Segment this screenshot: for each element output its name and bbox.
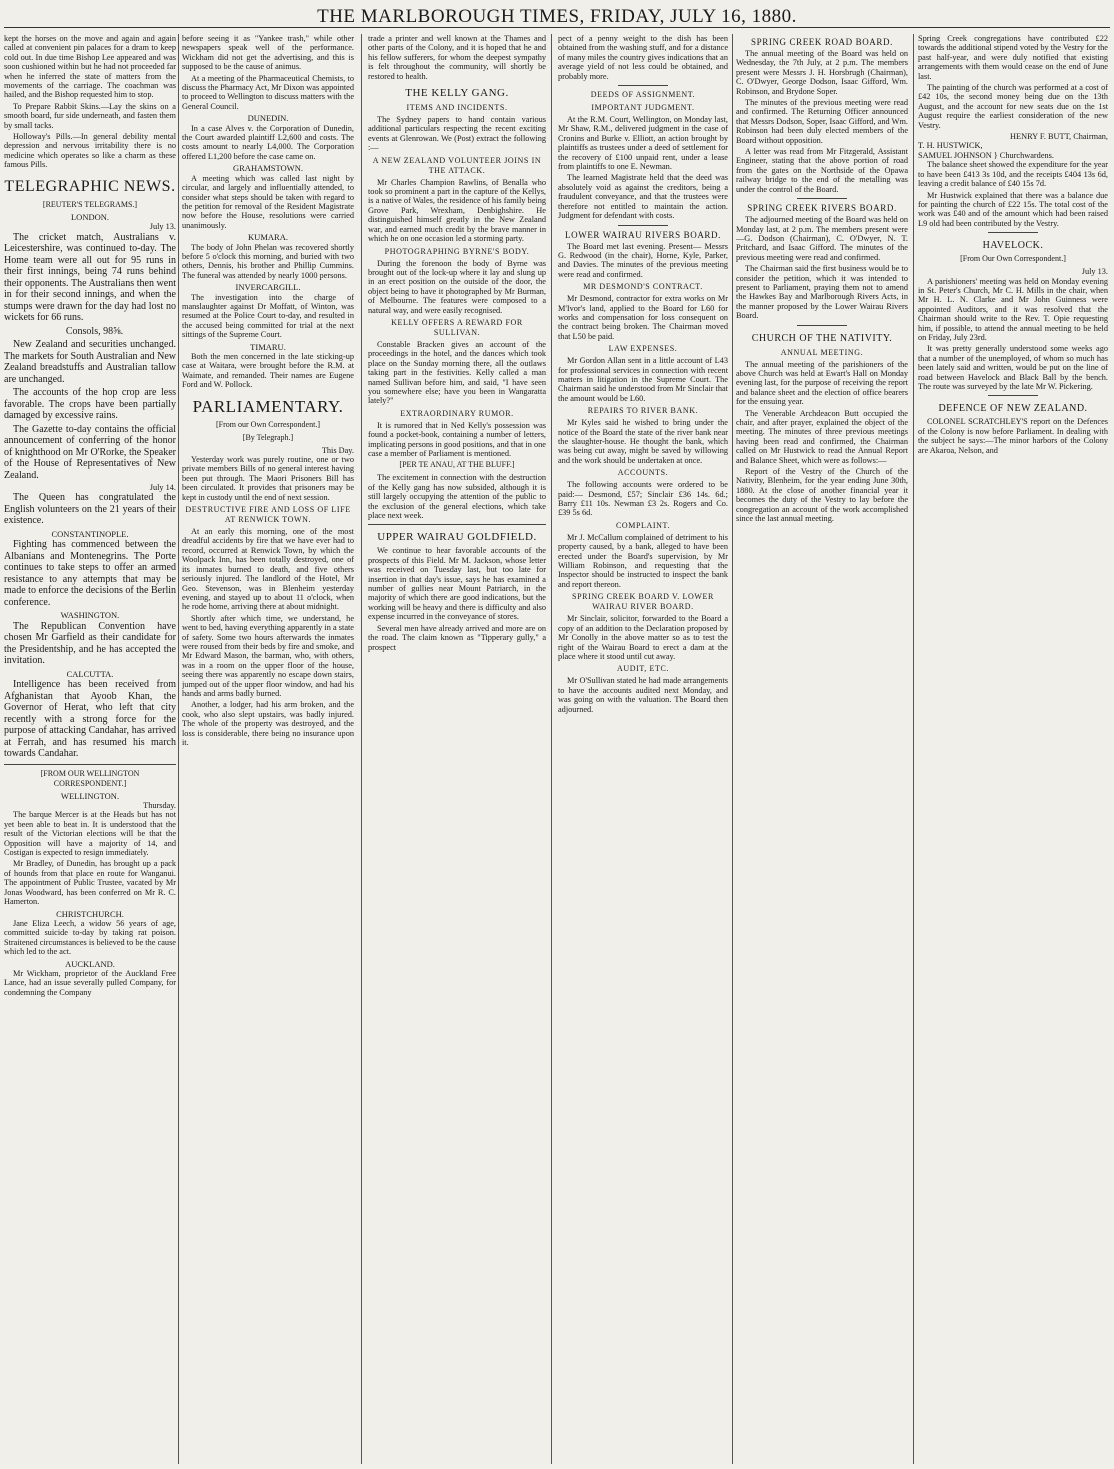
paragraph: Several men have already arrived and more are on the road. The claim known as "Tipperary gully," a prospect (368, 623, 546, 652)
paragraph: It is rumored that in Ned Kelly's possession was found a pocket-book, containing a number of letters, implicating persons in good positions, and that in one case a member of Parliament is mentioned. (368, 420, 546, 458)
paragraph: Mr Charles Champion Rawlins, of Benalla who took so prominent a part in the capture of the Kellys, is a native of Wales, the residence of his family being Grove Park, Wrexham, Denbighshire. He distinguished himself greatly in the New Zealand war, and earned much credit by the brave manner in which he on one occasion led a storming party. (368, 177, 546, 244)
paragraph: A meeting which was called last night by circular, and largely and influentially attended, to consider what steps should be taken with regard to the petition for removal of the Resident Magistrate now before the House, resolutions were carried unanimously. (182, 173, 354, 230)
paragraph: We continue to hear favorable accounts of the prospects of this Field. Mr M. Jackson, whose letter was received on Tuesday last, but too late for insertion in that day's issue, says he has examined a number of gullies near Mount Patriarch, in the majority of which there are good indications, but the working will be heavy and there is difficulty and also expense incurred in the conveyance of stores. (368, 546, 546, 622)
section-subheading: [REUTER'S TELEGRAMS.] (42, 199, 138, 209)
paragraph: New Zealand and securities unchanged. The markets for South Australian and New Zealand breadstuffs and Australian tallow are unchanged. (4, 339, 176, 385)
article-subheading: SPRING CREEK BOARD V. LOWER WAIRAU RIVER BOARD. (572, 592, 714, 612)
paragraph: The cricket match, Australians v. Leicestershire, was continued to-day. The Home team were all out for 95 runs in their first innings, being 74 runs behind their opponents. The Australians then went in for their second innings, and when the stumps were drawn for the day had lost no wickets for 66 runs. (4, 231, 176, 323)
article-subheading: MR DESMOND'S CONTRACT. (583, 282, 703, 292)
dateline-date: July 13. (1081, 267, 1108, 277)
dateline-place: KUMARA. (248, 232, 288, 243)
dateline-date: July 14. (149, 483, 176, 492)
section-subheading: [FROM OUR WELLINGTON CORRESPONDENT.] (40, 768, 140, 788)
paragraph: Mr J. McCallum complained of detriment to his property caused, by a bank, alleged to have been erected under the Board's supervision, by Mr William Robinson, and requesting that the Inspector should be instructed to inspect the bank and report thereon. (558, 532, 728, 589)
dateline-date: Thursday. (143, 801, 176, 811)
dateline-place: CHRISTCHURCH. (56, 908, 124, 919)
column-2 (182, 34, 354, 1464)
paragraph: Mr Sinclair, solicitor, forwarded to the Board a copy of an addition to the Declaration proposed by Mr Conolly in the above matter so as to test the right of the Wairau Board to erect a dam at the place where it stood until cut away. (558, 614, 728, 661)
section-heading: TELEGRAPHIC NEWS. (4, 177, 176, 195)
dateline-place: GRAHAMSTOWN. (233, 163, 303, 174)
paragraph: Both the men concerned in the late sticking-up case at Waitara, were brought before the R.M. at Waimate, and remanded. Their names are Eugene Ford and W. Pollock. (182, 352, 354, 390)
section-heading: PARLIAMENTARY. (192, 396, 344, 416)
paragraph: The accounts of the hop crop are less favorable. The crops have been partially damaged by excessive rains. (4, 387, 176, 421)
paragraph: The following accounts were ordered to be paid:— Desmond, £57; Sinclair £36 14s. 6d.; Barry £11 10s. Newman £3 2s. Rogers and Co. £39 5s 6d. (558, 480, 728, 518)
section-heading: UPPER WAIRAU GOLDFIELD. (377, 531, 537, 544)
article-heading: DESTRUCTIVE FIRE AND LOSS OF LIFE AT RENWICK TOWN. (185, 505, 351, 525)
signature-line: SAMUEL JOHNSON } Churchwardens. (918, 150, 1054, 160)
paragraph: At the R.M. Court, Wellington, on Monday last, Mr Shaw, R.M., delivered judgment in the case of Cronins and Burke v. Elliott, an action brought by plaintiffs as trustees under a deed of settlement for the recovery of £100 unpaid rent, under a lease from plaintiffs to one E. Newman. (558, 115, 728, 172)
paragraph: The annual meeting of the Board was held on Wednesday, the 7th July, at 2 p.m. The members present were Messrs J. H. Horsbrugh (Chairman), C. O'Dwyer, George Dodson, Isaac Gifford, Wm. Robinson, and Brydone Soper. (736, 49, 908, 96)
column-rule (732, 34, 733, 1464)
paragraph: The Queen has congratulated the English volunteers on the 21 years of their existence. (4, 492, 176, 527)
paragraph: Mr Wickham, proprietor of the Auckland Free Lance, had an issue severally pulled Company, for condemning the Company (4, 968, 176, 997)
dateline-date: July 13. (149, 222, 176, 232)
paragraph: A parishioners' meeting was held on Monday evening in St. Peter's Church, Mr C. H. Mills in the chair, when Mr H. L. N. Clarke and Mr John Guinness were appointed Auditors, and it was resolved that the Chairman should write to the Rev. T. Opie requesting him, if possible, to attend the annual meeting to be held on Friday, July 23rd. (918, 276, 1108, 342)
paragraph: In a case Alves v. the Corporation of Dunedin, the Court awarded plaintiff L2,600 and costs. The costs amount to nearly L4,000. The Corporation offered L1,200 before the case came on. (182, 123, 354, 161)
paragraph: The Republican Convention have chosen Mr Garfield as their candidate for the Presidentship, and he has accepted the invitation. (4, 620, 176, 667)
column-3 (368, 34, 546, 1464)
paragraph: Jane Eliza Leech, a widow 56 years of age, committed suicide to-day by taking rat poison. Straitened circumstances is believed to be the cause which led to the act. (4, 918, 176, 957)
paragraph: The Venerable Archdeacon Butt occupied the chair, and after prayer, explained the object of the meeting. The minutes of three previous meetings having been read and confirmed, the Chairman called on Mr Hustwick to read the Annual Report and Balance Sheet, which were as follows:— (736, 408, 908, 465)
paragraph: Shortly after which time, we understand, he went to bed, having everything apparently in a state of safety. Some two hours afterwards the inmates were roused from their beds by fire and smoke, and Mr Edward Mason, the barman, who, with others, was in a room on the upper floor of the house, seeing there was apparently no escape down stairs, jumped out of the upper floor window, and had his hands and arms badly burned. (182, 613, 354, 698)
signature-line: HENRY F. BUTT, Chairman, (1010, 132, 1108, 142)
paragraph: The Gazette to-day contains the official announcement of conferring of the honor of knighthood on Mr O'Rorke, the Speaker of the House of Representatives of New Zealand. (4, 423, 176, 481)
paragraph: A letter was read from Mr Fitzgerald, Assistant Engineer, stating that the above portion of road from the gates on the Northside of the Opawa railway bridge to the end of the metalling was under the control of the Board. (736, 147, 908, 194)
paragraph: To Prepare Rabbit Skins.—Lay the skins on a smooth board, fur side underneath, and fasten them by small tacks. (4, 101, 176, 130)
paragraph: COLONEL SCRATCHLEY'S report on the Defences of the Colony is now before Parliament. In dealing with the subject he says:—The minor harbors of the Colony are Akaroa, Nelson, and (918, 417, 1108, 455)
paragraph: At a meeting of the Pharmaceutical Chemists, to discuss the Pharmacy Act, Mr Dixon was appointed to proceed to Wellington to discuss matters with the General Council. (182, 73, 354, 111)
dateline-place: AUCKLAND. (65, 958, 115, 969)
paragraph: Mr Kyles said he wished to bring under the notice of the Board the state of the river bank near the slaughter-house. He thought the bank, which was being cut away, might be saved by willowing and the work should be undertaken at once. (558, 418, 728, 465)
dateline-place: INVERCARGILL. (235, 282, 301, 293)
section-subheading: [From Our Own Correspondent.] (960, 254, 1066, 264)
paragraph: Intelligence has been received from Afghanistan that Ayoob Khan, the Governor of Herat, who left that city recently with a strong force for the purpose of attacking Candahar, has arrived at Ferrah, and has resumed his march towards Candahar. (4, 679, 176, 760)
paragraph: Holloway's Pills.—In general debility mental depression and nervous irritability there is no medicine which operates so like a charm as these famous Pills. (4, 132, 176, 170)
dateline-place: CALCUTTA. (66, 668, 114, 679)
article-subheading: REPAIRS TO RIVER BANK. (587, 406, 699, 416)
masthead-rule (4, 27, 1110, 28)
paragraph: pect of a penny weight to the dish has been obtained from the washing stuff, and for a distance of many miles the country gives indications that an average yield of not less could be obtained, and probably more. (558, 34, 728, 81)
section-subheading: ANNUAL MEETING. (780, 347, 864, 357)
dateline-place: WELLINGTON. (60, 790, 120, 801)
paragraph: Fighting has commenced between the Albanians and Montenegrins. The Porte continues to take steps to offer an armed resistance to any attempts that may be made to enforce the decisions of the Berlin conference. (4, 539, 176, 608)
article-subheading: KELLY OFFERS A REWARD FOR SULLIVAN. (391, 317, 523, 337)
paragraph: The minutes of the previous meeting were read and confirmed. The Returning Officer announced that Messrs Dodson, Soper, Isaac Gifford, and Wm. Robinson had been duly elected members of the Board without opposition. (736, 98, 908, 145)
article-subheading: [PER TE ANAU, AT THE BLUFF.] (399, 460, 515, 470)
section-heading: LOWER WAIRAU RIVERS BOARD. (565, 229, 721, 240)
paragraph: Mr O'Sullivan stated he had made arrangements to have the accounts audited next Monday, and was going on with the valuation. The Board then adjourned. (558, 676, 728, 714)
paragraph: Mr Gordon Allan sent in a little account of L43 for professional services in connection with recent matters in litigation in the Supreme Court. The Chairman said he understood from Mr Sinclair that the amount would be L60. (558, 356, 728, 403)
paragraph: Mr Desmond, contractor for extra works on Mr M'Ivor's land, applied to the Board for L60 for works and compensation for loss consequent on the contract being broken. The Chairman moved that L50 be paid. (558, 294, 728, 341)
masthead: THE MARLBOROUGH TIMES, FRIDAY, JULY 16, 1880. (317, 6, 797, 27)
section-heading: DEEDS OF ASSIGNMENT. (590, 90, 696, 100)
divider (988, 232, 1038, 233)
divider (618, 85, 668, 86)
paragraph: The body of John Phelan was recovered shortly before 5 o'clock this morning, and buried with two others, Dennis, his brother and Phillip Cummins. The funeral was attended by nearly 1000 persons. (182, 242, 354, 280)
column-4 (558, 34, 728, 1464)
signature-line: T. H. HUSTWICK, (918, 141, 983, 151)
article-subheading: COMPLAINT. (615, 520, 671, 530)
paragraph: It was pretty generally understood some weeks ago that a number of the unemployed, of whom so much has been lately said and written, would be put on the line of road between Havelock and Black Ball by the bench. The route was surveyed by the late Mr W. Pickering. (918, 344, 1108, 391)
article-subheading: LAW EXPENSES. (608, 344, 678, 354)
paragraph: The investigation into the charge of manslaughter against Dr Moffatt, of Winton, was resumed at the Police Court to-day, and resulted in the accused being committed for trial at the next sittings of the Supreme Court. (182, 292, 354, 340)
column-1 (4, 34, 176, 1464)
section-heading: THE KELLY GANG. (405, 87, 509, 100)
paragraph: The excitement in connection with the destruction of the Kelly gang has now subsided, although it is still largely occupying the attention of the public to the exclusion of the general elections, which take place next week. (368, 473, 546, 521)
paragraph: The barque Mercer is at the Heads but has not yet been able to beat in. It is understood that the result of the Victorian elections will be that the Opposition will have a majority of 14, and Costigan is expected to resign immediately. (4, 810, 176, 858)
paragraph: Another, a lodger, had his arm broken, and the cook, who also slept upstairs, was badly injured. The whole of the property was destroyed, and the loss is considerable, there being no insurance upon it. (182, 700, 354, 747)
paragraph: The learned Magistrate held that the deed was absolutely void as against the creditors, being a fraudulent conveyance, and that the trustees were therefore not entitled to maintain the action. Judgment for defendant with costs. (558, 173, 728, 221)
column-5 (736, 34, 908, 1464)
dateline-place: LONDON. (70, 211, 109, 222)
article-subheading: AUDIT, ETC. (617, 664, 669, 674)
paragraph: Mr Bradley, of Dunedin, has brought up a pack of hounds from that place en route for Wanganui. The appointment of Public Trustee, vacated by Mr Jonas Woodward, has been conferred on Mr R. C. Hamerton. (4, 859, 176, 907)
paragraph: trade a printer and well known at the Thames and other parts of the Colony, and it is hoped that he and his fellow sufferers, for whom the deepest sympathy is felt throughout the community, will shortly be restored to health. (368, 34, 546, 81)
column-6 (918, 34, 1108, 1464)
paragraph: The annual meeting of the parishioners of the above Church was held at Ewart's Hall on Monday evening last, for the purpose of receiving the report and balance sheet and the election of office bearers for the ensuing year. (736, 359, 908, 407)
paragraph: The adjourned meeting of the Board was held on Monday last, at 2 p.m. The members present were—G. Dodson (Chairman), C. O'Dwyer, N. T. Pritchard, and Isaac Gifford. The minutes of the previous meeting were read and confirmed. (736, 215, 908, 262)
dateline-place: TIMARU. (250, 341, 286, 352)
section-subheading: [By Telegraph.] (242, 432, 294, 442)
section-heading: CHURCH OF THE NATIVITY. (751, 332, 893, 344)
section-subheading: [From our Own Correspondent.] (216, 419, 320, 429)
paragraph: Mr Hustwick explained that there was a balance due for painting the church of £22 15s. The total cost of the work was £40 and of the amount which had been raised L9 old had been contributed by the Vestry. (918, 190, 1108, 228)
article-subheading: ACCOUNTS. (617, 468, 669, 478)
paragraph: Constable Bracken gives an account of the proceedings in the hotel, and the dances which took place on the Sunday morning there, all the outlaws taking part in the festivities. Kelly called a man named Sullivan before him, and said, "I have seen you somewhere else; have you been in Wangaratta lately?" (368, 339, 546, 406)
paragraph: The Sydney papers to hand contain various additional particulars respecting the recent exciting events at Glenrowan. We (Post) extract the following :— (368, 115, 546, 153)
column-rule (913, 34, 914, 1464)
paragraph: Consols, 98⅝. (65, 325, 124, 337)
article-subheading: EXTRAORDINARY RUMOR. (400, 408, 514, 418)
section-heading: DEFENCE OF NEW ZEALAND. (938, 403, 1088, 415)
paragraph: At an early this morning, one of the most dreadful accidents by fire that we have ever had to record, occurred at Renwick Town, by which the Woolpack Inn, has been totally destroyed, one of its inmates burned to death, and five others seriously injured. The landlord of the Hotel, Mr Geo. Stevenson, was in Blenheim yesterday evening, and stayed up to about 11 o'clock, when he rode home, arriving there at about midnight. (182, 527, 354, 612)
section-heading: SPRING CREEK RIVERS BOARD. (747, 203, 897, 214)
divider (368, 524, 546, 525)
paragraph: The balance sheet showed the expenditure for the year to have been £413 3s 10d, and the receipts £404 13s 6d, leaving a credit balance of £40 15s 7d. (918, 160, 1108, 189)
paragraph: The Chairman said the first business would be to consider the petition, which it was intended to present to Parliament, praying them not to amend the Hawkes Bay and Marlborough Rivers Acts, in the manner proposed by the Lower Wairau Rivers Board. (736, 264, 908, 321)
article-subheading: PHOTOGRAPHING BYRNE'S BODY. (384, 246, 530, 256)
divider (4, 764, 176, 765)
divider (618, 225, 668, 226)
article-subheading: IMPORTANT JUDGMENT. (591, 103, 695, 113)
section-subheading: ITEMS AND INCIDENTS. (406, 103, 508, 113)
column-rule (178, 34, 179, 1464)
paragraph: Report of the Vestry of the Church of the Nativity, Blenheim, for the year ending June 30th, 1880. At the close of another financial year it becomes the duty of the Vestry to lay before the congregation an account of the work accomplished since the last annual meeting. (736, 467, 908, 524)
section-heading: HAVELOCK. (982, 240, 1044, 252)
paragraph: kept the horses on the move and again and again called at convenient pin palaces for a dram to keep cold out. In due time Bishop Lee appeared and was soon cushioned within but he had not proceeded far when he inferred the state of matters from the movements of the carriage. The coachman was hailed, and the Bishop requested him to stop. (4, 34, 176, 100)
dateline-place: CONSTANTINOPLE. (51, 528, 129, 539)
article-subheading: A NEW ZEALAND VOLUNTEER JOINS IN THE ATTACK. (372, 155, 542, 175)
paragraph: The painting of the church was performed at a cost of £42 10s, the second money being due on the 13th August, and the account for new seats due on the 1st August require the earliest consideration of the new Vestry. (918, 83, 1108, 130)
divider (988, 395, 1038, 396)
paragraph: Spring Creek congregations have contributed £22 towards the additional stipend voted by the Vestry for the past half-year, and were duly notified that existing arrangements with them would cease on the end of June last. (918, 34, 1108, 81)
section-heading: SPRING CREEK ROAD BOARD. (751, 37, 893, 47)
dateline-place: WASHINGTON. (60, 610, 120, 621)
paragraph: During the forenoon the body of Byrne was brought out of the lock-up where it lay and slung up in an erect position on the outside of the door, the object being to have it photographed by Mr Burman, of Melbourne. The features were composed to a natural way, and were easily recognised. (368, 258, 546, 315)
divider (797, 198, 847, 199)
column-rule (361, 34, 362, 1464)
dateline-date: This Day. (321, 445, 354, 455)
dateline-place: DUNEDIN. (247, 113, 289, 124)
column-rule (551, 34, 552, 1464)
paragraph: before seeing it as "Yankee trash," while other newspapers speak well of the performance. Wickham did not get the advertising, and this is supposed to be the cause of animus. (182, 34, 354, 72)
paragraph: Yesterday work was purely routine, one or two private members Bills of no general interest having been put through. The Maori Prisoners Bill has been circulated. It provides that prisoners may be kept in custody until the end of next session. (182, 455, 354, 502)
paragraph: The Board met last evening. Present— Messrs G. Redwood (in the chair), Horne, Kyle, Parker, and Davies. The minutes of the previous meeting were read and confirmed. (558, 241, 728, 279)
divider (797, 325, 847, 326)
